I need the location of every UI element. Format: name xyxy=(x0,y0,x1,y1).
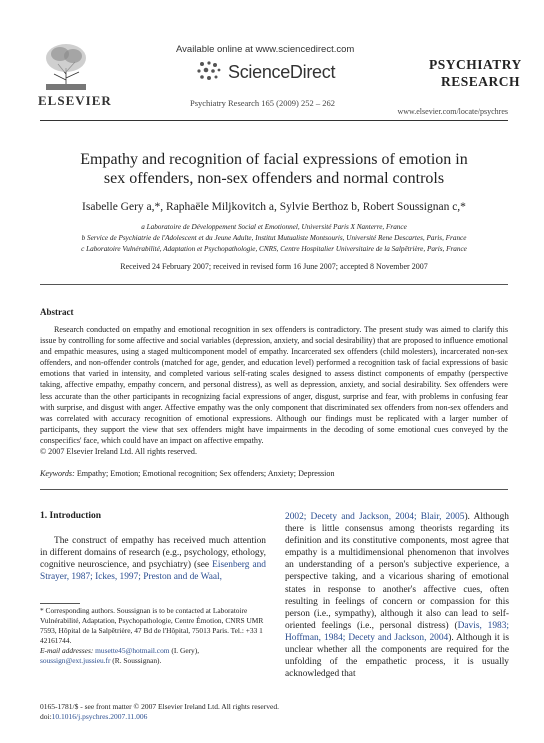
received-dates: Received 24 February 2007; received in revised form 16 June 2007; accepted 8 November 2007 xyxy=(120,262,428,271)
article-title-line1: Empathy and recognition of facial expressions of emotion in xyxy=(80,151,468,168)
keywords-line xyxy=(40,469,335,478)
intro-text-b: ). Although there is little consensus among theorists regarding its definition and its constitutive components, most agree that empathy is a multidimensional phenomenon that involves an understanding of a person's subjective experience, a perspective taking, and a vicarious sharing of emotional states in response to another's affective cues, often resulting in feelings of concern or compassion for this person (i.e., sympathy), although it also can lead to self-oriented feelings (i.e., personal distress) ( xyxy=(285,512,509,631)
journal-url-link[interactable]: www.elsevier.com/locate/psychres xyxy=(397,107,508,116)
email-gery-who: (I. Gery), xyxy=(169,645,200,655)
corresponding-footnote xyxy=(40,606,266,665)
issn-line: 0165-1781/$ - see front matter © 2007 Elsevier Ireland Ltd. All rights reserved. xyxy=(40,702,279,711)
doi-link[interactable]: 10.1016/j.psychres.2007.11.006 xyxy=(51,711,148,721)
keywords-label: Keywords: xyxy=(40,469,75,478)
abstract-heading: Abstract xyxy=(40,307,74,317)
available-online-text: Available online at www.sciencedirect.com xyxy=(176,44,355,55)
affiliation-b: b Service de Psychiatrie de l'Adolescent et du Jeune Adulte, Institut Mutualiste Montsouris, Université Rene Descartes, Paris, France xyxy=(81,234,467,242)
copyright-line: © 2007 Elsevier Ireland Ltd. All rights reserved. xyxy=(40,447,197,456)
article-title-line2: sex offenders, non-sex offenders and normal controls xyxy=(103,170,445,187)
keywords-text: Empathy; Emotion; Emotional recognition; Sex offenders; Anxiety; Depression xyxy=(76,469,335,478)
header-divider xyxy=(40,120,508,121)
abstract-top-divider xyxy=(40,284,508,285)
intro-text-c: ). Although it is unclear whether all the components are required for the unfolding of the empathetic process, it is usually acknowledged that xyxy=(285,632,510,680)
email-label: E-mail addresses: xyxy=(40,645,94,655)
email-link-gery[interactable]: musette45@hotmail.com xyxy=(95,645,170,655)
sciencedirect-logo: ScienceDirect xyxy=(228,62,336,82)
affiliation-c: c Laboratoire Vulnérabilité, Adaptation et Psychopathologie, CNRS, Centre Hospitalier Universitaire de la Salpêtrière, Paris, France xyxy=(81,245,467,253)
intro-paragraph-left xyxy=(40,535,266,583)
publisher-name: ELSEVIER xyxy=(38,93,112,108)
journal-citation: Psychiatry Research 165 (2009) 252 – 262 xyxy=(190,98,335,108)
abstract-text: Research conducted on empathy and emotional recognition in sex offenders is contradictory. The present study was aimed to clarify this issue by controlling for some affective and social variables (depression, anxiety, and social desirability) that are proposed to influence emotional and empathic measures, using a staged multicomponent model of empathy. Incarcerated sex offenders (child molesters), incarcerated non-sex offenders, and non-offender controls (matched for age, gender, and education level) performed a recognition task of facial expressions of basic emotions that varied in intensity, and completed various self-rating scales designed to assess distinct components of empathy (perspective taking, affective empathy, empathy concern, and personal distress), as well as depression, anxiety, and social desirability. Sex offenders were less accurate than the other participants in recognizing facial expressions of anger, disgust, surprise and fear, with problems in confusing fear with surprise, and disgust with anger. Affective empathy was the only component that discriminated sex offenders from non-sex offenders and was correlated with accuracy recognition of emotional expressions. Although our findings must be replicated with a larger number of participants, they support the view that sex offenders might have impairments in the decoding of some emotional cues conveyed by the conspecifics' face, which could have an impact on affective empathy. xyxy=(40,325,508,445)
elsevier-tree-logo xyxy=(40,40,92,92)
citation-link-davis[interactable]: Davis, 1983; Hoffman, 1984; Decety and Jackson, 2004 xyxy=(285,620,509,643)
author-list: Isabelle Gery a,*, Raphaële Miljkovitch a, Sylvie Berthoz b, Robert Soussignan c,* xyxy=(82,201,466,213)
affiliations xyxy=(40,222,508,255)
journal-logo-line2: RESEARCH xyxy=(441,74,521,89)
citation-link-preston[interactable]: 2002; Decety and Jackson, 2004; Blair, 2005 xyxy=(285,512,465,522)
article-title xyxy=(40,150,508,188)
email-soussignan-who: (R. Soussignan). xyxy=(110,655,162,665)
doi-line xyxy=(40,712,279,722)
section-heading: 1. Introduction xyxy=(40,511,102,521)
affiliation-a: a Laboratoire de Développement Social et Emotionnel, Université Paris X Nanterre, France xyxy=(141,223,407,231)
bottom-metadata xyxy=(40,702,279,721)
citation-link-eisenberg[interactable]: Eisenberg and Strayer, 1987; Ickes, 1997; Preston and de Waal, xyxy=(40,560,266,582)
footnote-emails xyxy=(40,646,266,666)
email-link-soussignan[interactable]: soussign@ext.jussieu.fr xyxy=(40,655,111,665)
footnote-divider xyxy=(40,603,80,604)
intro-paragraph-right xyxy=(285,511,509,680)
footnote-corresponding: * Corresponding authors. Soussignan is to be contacted at Laboratoire Vulnérabilité, Adaptation, Psychopathologie, Centre Émotion, CNRS UMR 7593, Hôpital de la Salpêtrière, 47 Bd de l'Hôpital, 75013 Paris. Tel.: +33 1 42161744. xyxy=(40,606,264,645)
abstract-bottom-divider xyxy=(40,489,508,490)
doi-label: doi: xyxy=(40,711,52,721)
sciencedirect-dots-icon xyxy=(196,60,222,82)
intro-text-a: The construct of empathy has received much attention in different domains of research (e.g., psychology, ethology, cognitive neuroscience, and psychiatry) (see xyxy=(40,536,266,570)
journal-logo-line1: PSYCHIATRY xyxy=(429,57,522,72)
journal-logo xyxy=(429,56,522,90)
